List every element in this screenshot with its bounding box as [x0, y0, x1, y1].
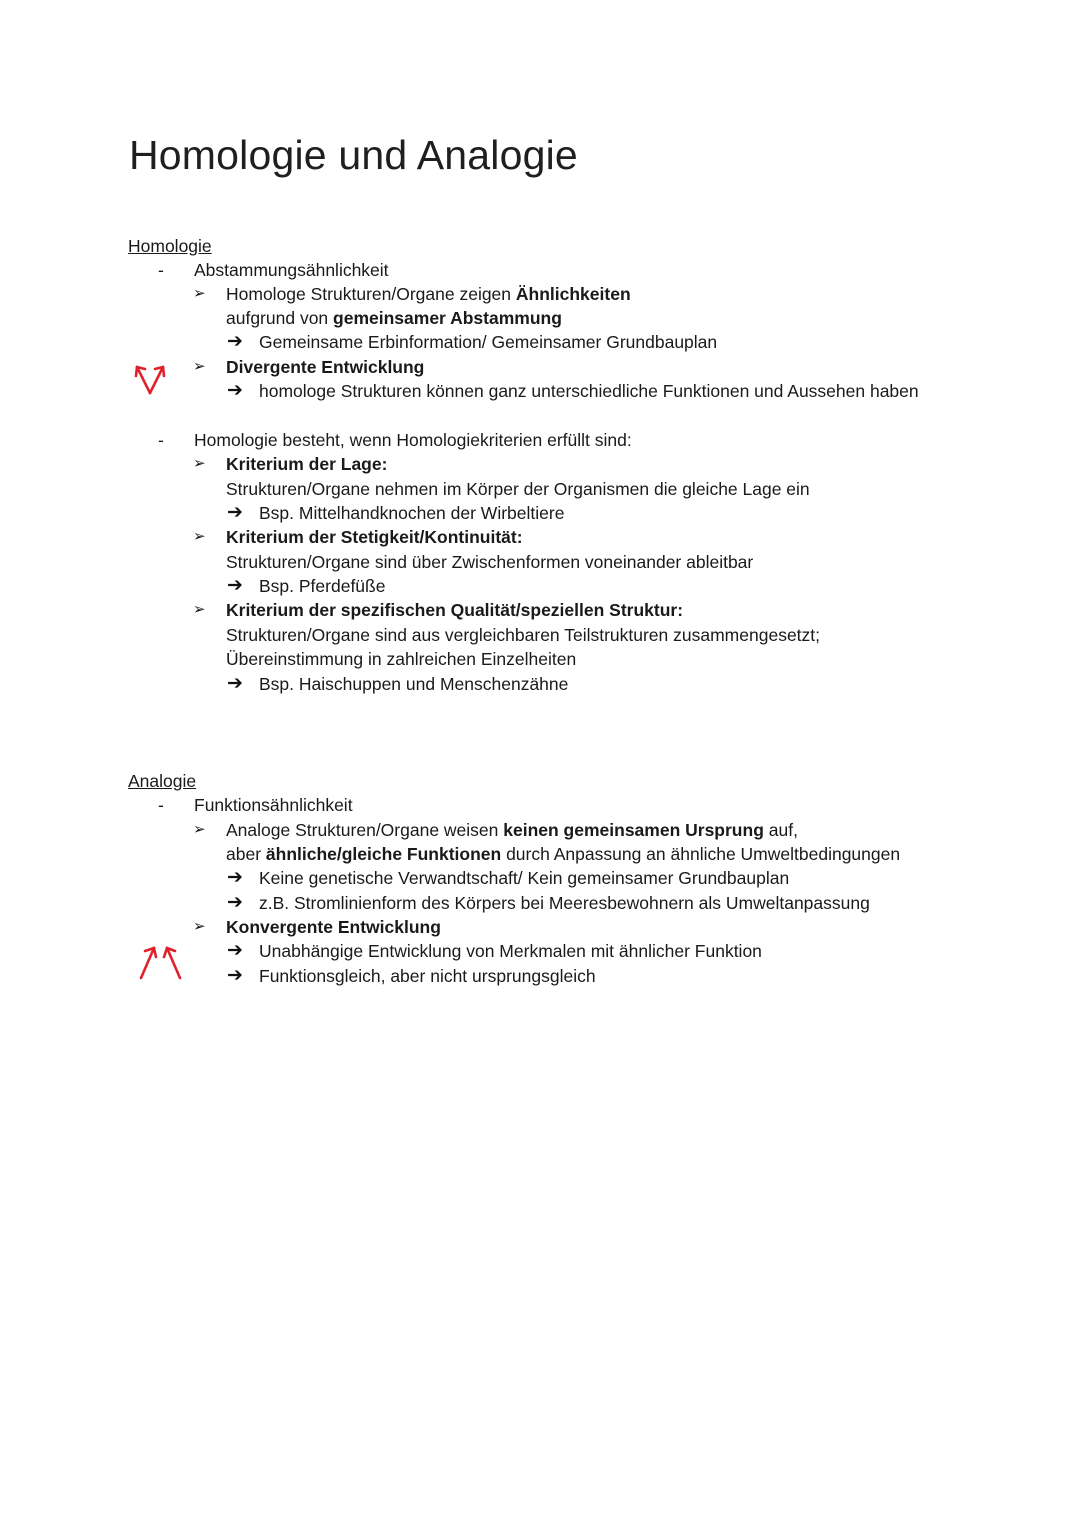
arrow-marker: ➔ [227, 380, 243, 401]
homologie-bullet-2-arrow: homologe Strukturen können ganz unterschiedliche Funktionen und Aussehen haben [259, 381, 919, 401]
arrow-marker: ➔ [227, 502, 243, 523]
arrow-marker: ➔ [227, 575, 243, 596]
arrow-marker: ➔ [227, 965, 243, 986]
section-heading-homologie: Homologie [128, 236, 212, 256]
page-title: Homologie und Analogie [129, 132, 578, 178]
bullet-marker: ➢ [193, 358, 206, 375]
analogie-bullet-1: Analoge Strukturen/Organe weisen keinen gemeinsamen Ursprung auf, [226, 820, 798, 840]
bullet-marker: ➢ [193, 455, 206, 472]
bullet-marker: ➢ [193, 918, 206, 935]
kriterium-lage-title: Kriterium der Lage: [226, 454, 388, 474]
dash-marker: - [158, 260, 164, 280]
kriterium-qualitaet-text-2: Übereinstimmung in zahlreichen Einzelheiten [226, 649, 577, 669]
arrow-marker: ➔ [227, 331, 243, 352]
kriterium-lage-example: Bsp. Mittelhandknochen der Wirbeltiere [259, 503, 565, 523]
convergent-arrows-annotation [134, 942, 186, 982]
analogie-item-1: Funktionsähnlichkeit [194, 795, 353, 815]
arrow-marker: ➔ [227, 867, 243, 888]
homologie-bullet-1-arrow: Gemeinsame Erbinformation/ Gemeinsamer Grundbauplan [259, 332, 718, 352]
arrow-marker: ➔ [227, 940, 243, 961]
arrow-marker: ➔ [227, 673, 243, 694]
divergent-arrows-annotation [132, 361, 168, 397]
dash-marker: - [158, 795, 164, 815]
homologie-bullet-1-line-2: aufgrund von gemeinsamer Abstammung [226, 308, 562, 328]
kriterium-qualitaet-example: Bsp. Haischuppen und Menschenzähne [259, 674, 569, 694]
bullet-marker: ➢ [193, 528, 206, 545]
kriterium-stetigkeit-example: Bsp. Pferdefüße [259, 576, 386, 596]
homologie-bullet-1: Homologe Strukturen/Organe zeigen Ähnlichkeiten [226, 284, 631, 304]
homologie-item-2: Homologie besteht, wenn Homologiekriterien erfüllt sind: [194, 430, 632, 450]
analogie-bullet-2-arrow-1: Unabhängige Entwicklung von Merkmalen mit ähnlicher Funktion [259, 941, 762, 961]
bullet-marker: ➢ [193, 285, 206, 302]
arrow-marker: ➔ [227, 892, 243, 913]
analogie-bullet-1-line-2: aber ähnliche/gleiche Funktionen durch Anpassung an ähnliche Umweltbedingungen [226, 844, 901, 864]
analogie-bullet-2: Konvergente Entwicklung [226, 917, 441, 937]
analogie-bullet-1-arrow-2: z.B. Stromlinienform des Körpers bei Meeresbewohnern als Umweltanpassung [259, 893, 870, 913]
kriterium-qualitaet-text-1: Strukturen/Organe sind aus vergleichbaren Teilstrukturen zusammengesetzt; [226, 625, 821, 645]
kriterium-stetigkeit-text: Strukturen/Organe sind über Zwischenformen voneinander ableitbar [226, 552, 754, 572]
analogie-bullet-1-arrow-1: Keine genetische Verwandtschaft/ Kein gemeinsamer Grundbauplan [259, 868, 790, 888]
section-heading-analogie: Analogie [128, 771, 197, 791]
kriterium-stetigkeit-title: Kriterium der Stetigkeit/Kontinuität: [226, 527, 523, 547]
kriterium-lage-text: Strukturen/Organe nehmen im Körper der Organismen die gleiche Lage ein [226, 479, 810, 499]
homologie-bullet-2: Divergente Entwicklung [226, 357, 425, 377]
bullet-marker: ➢ [193, 601, 206, 618]
bullet-marker: ➢ [193, 821, 206, 838]
analogie-bullet-2-arrow-2: Funktionsgleich, aber nicht ursprungsgleich [259, 966, 596, 986]
kriterium-qualitaet-title: Kriterium der spezifischen Qualität/speziellen Struktur: [226, 600, 684, 620]
dash-marker: - [158, 430, 164, 450]
homologie-item-1: Abstammungsähnlichkeit [194, 260, 389, 280]
